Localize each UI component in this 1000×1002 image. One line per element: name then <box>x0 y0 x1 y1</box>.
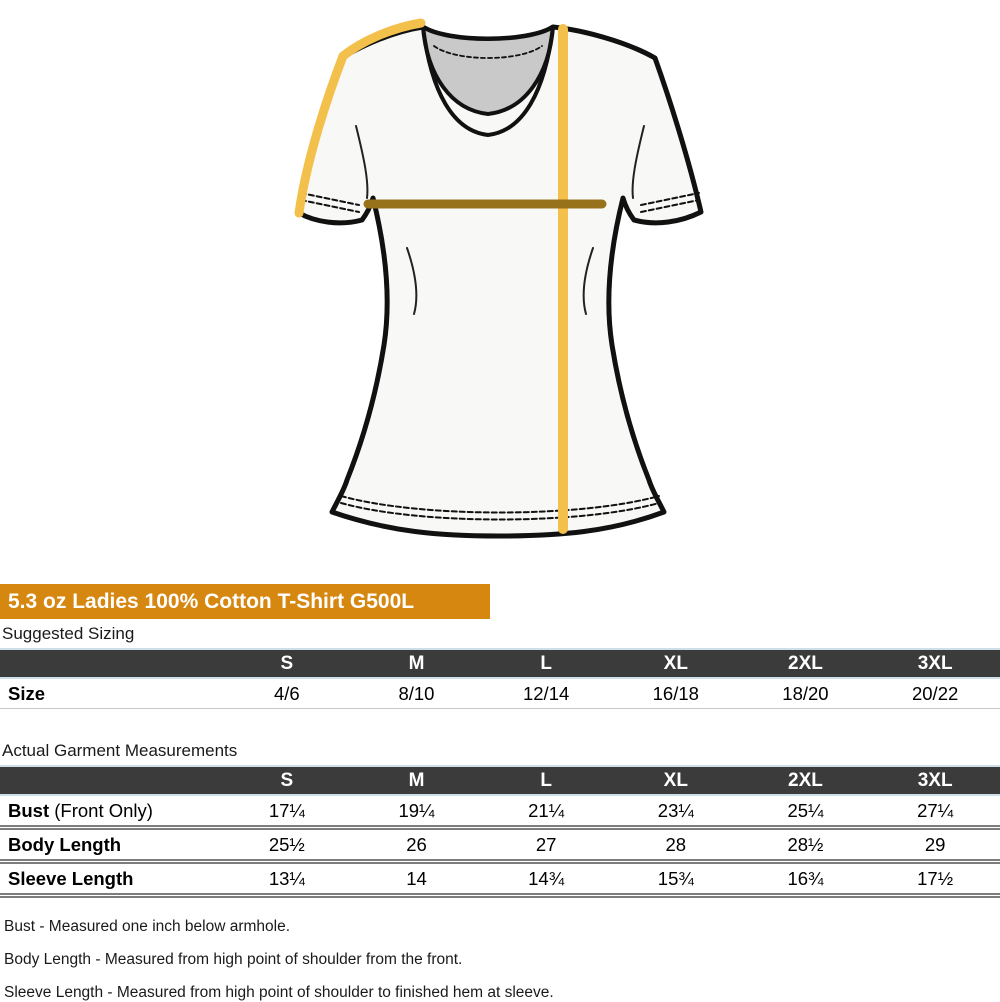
product-title: 5.3 oz Ladies 100% Cotton T-Shirt G500L <box>8 590 415 613</box>
value-cell: 21¼ <box>528 799 565 821</box>
value-cell: 27¼ <box>917 799 954 821</box>
value-cell: 16¾ <box>741 862 871 896</box>
value-cell: 14¾ <box>481 862 611 896</box>
suggested-sizing-table <box>0 648 1000 709</box>
row-label: Size <box>8 682 46 704</box>
value-cell: 17¼ <box>268 799 305 821</box>
note-line: Body Length - Measured from high point of shoulder from the front. <box>4 951 463 968</box>
col-header-3xl: 3XL <box>870 649 1000 678</box>
col-header-2xl: 2XL <box>741 766 871 795</box>
corner-cell <box>0 649 222 678</box>
value-cell: 28½ <box>741 828 871 862</box>
value-cell: 27 <box>481 828 611 862</box>
suggested-sizing-heading: Suggested Sizing <box>2 624 135 643</box>
table-row <box>0 862 1000 896</box>
col-header-2xl: 2XL <box>741 649 871 678</box>
value-cell: 17½ <box>870 862 1000 896</box>
col-header-s: S <box>222 766 352 795</box>
row-label: Body Length <box>0 828 222 862</box>
value-cell: 20/22 <box>911 682 959 704</box>
col-header-s: S <box>222 649 352 678</box>
row-label: Bust (Front Only) <box>8 799 153 821</box>
col-header-xl: XL <box>611 766 741 795</box>
row-label: Sleeve Length <box>0 862 222 896</box>
value-cell: 28 <box>611 828 741 862</box>
table-row <box>0 795 1000 828</box>
value-cell: 14 <box>352 862 482 896</box>
col-header-xl: XL <box>611 649 741 678</box>
actual-measurements-heading: Actual Garment Measurements <box>2 741 238 760</box>
col-header-m: M <box>352 766 482 795</box>
value-cell: 26 <box>352 828 482 862</box>
value-cell: 23¼ <box>657 799 694 821</box>
value-cell: 29 <box>870 828 1000 862</box>
table-row <box>0 678 1000 709</box>
value-cell: 13¼ <box>222 862 352 896</box>
table-row <box>0 828 1000 862</box>
value-cell: 8/10 <box>398 682 435 704</box>
garment-measurements-table <box>0 765 1000 898</box>
col-header-3xl: 3XL <box>870 766 1000 795</box>
col-header-m: M <box>352 649 482 678</box>
value-cell: 12/14 <box>522 682 570 704</box>
col-header-l: L <box>481 649 611 678</box>
col-header-l: L <box>481 766 611 795</box>
size-header-row <box>0 766 1000 795</box>
value-cell: 18/20 <box>782 682 829 704</box>
value-cell: 19¼ <box>398 799 435 821</box>
value-cell: 25½ <box>222 828 352 862</box>
value-cell: 15¾ <box>611 862 741 896</box>
corner-cell <box>0 766 222 795</box>
size-header-row <box>0 649 1000 678</box>
measurement-notes <box>0 918 1000 1002</box>
product-banner <box>0 584 490 619</box>
value-cell: 25¼ <box>787 799 824 821</box>
value-cell: 16/18 <box>652 682 699 704</box>
value-cell: 4/6 <box>273 682 300 704</box>
note-line: Bust - Measured one inch below armhole. <box>4 918 291 935</box>
note-line: Sleeve Length - Measured from high point of shoulder to finished hem at sleeve. <box>4 984 554 1001</box>
